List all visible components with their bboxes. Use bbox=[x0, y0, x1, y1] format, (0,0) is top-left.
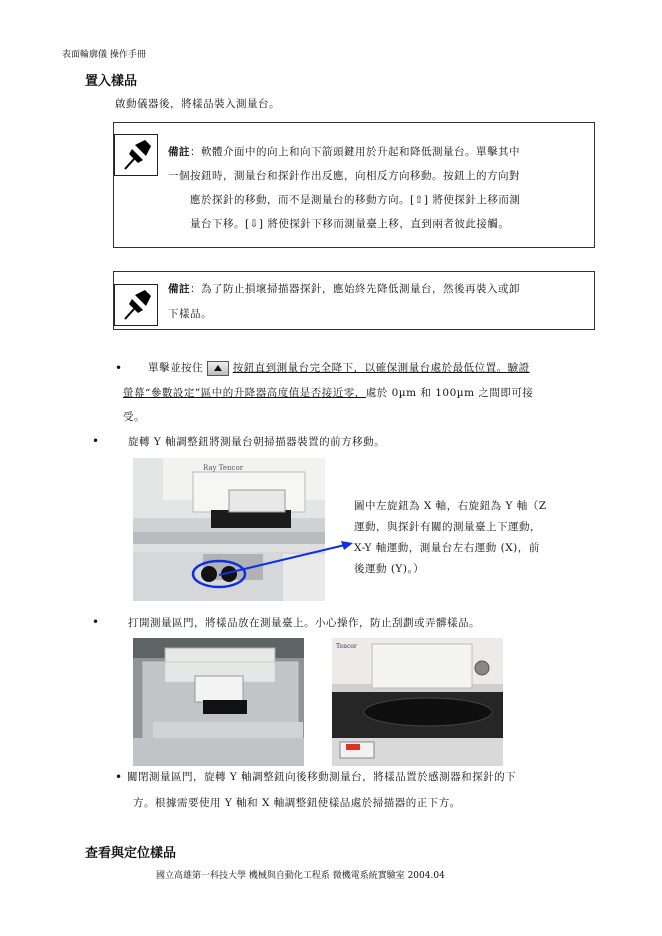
bullet-dot: • bbox=[92, 615, 100, 629]
note1-line1: 備註：軟體介面中的向上和向下箭頭鍵用於升起和降低測量台。單擊其中 bbox=[168, 146, 520, 158]
photo-open-door bbox=[133, 638, 304, 766]
bullet1-line2: 螢幕“參數設定”區中的升降器高度值是否接近零，處於 0µm 和 100µm 之間即可接 bbox=[123, 387, 534, 399]
bullet-dot: • bbox=[92, 434, 100, 448]
photo-sample-on-stage bbox=[332, 638, 503, 766]
bullet-dot: • bbox=[115, 770, 123, 784]
bullet4-line1: 關閉測量區門，旋轉 Y 軸調整鈕向後移動測量台，將樣品置於感測器和探針的下 bbox=[127, 771, 517, 783]
running-header: 表面輪廓儀 操作手冊 bbox=[62, 50, 146, 60]
caption-line1: 圖中左旋鈕為 X 軸，右旋鈕為 Y 軸（Z bbox=[354, 500, 547, 512]
page-footer: 國立高雄第一科技大學 機械與自動化工程系 微機電系統實驗室 2004.04 bbox=[156, 871, 445, 881]
note2-line1: 備註：為了防止損壞掃描器探針，應始終先降低測量台，然後再裝入或卸 bbox=[168, 283, 520, 295]
caption-line4: 後運動 (Y)。） bbox=[354, 563, 425, 575]
intro-paragraph: 啟動儀器後，將樣品裝入測量台。 bbox=[115, 98, 280, 110]
note1-line3: 應於探針的移動，而不是測量台的移動方向。[⇧] 將使探針上移而測 bbox=[190, 194, 521, 206]
note-box-lower-stage bbox=[113, 271, 595, 330]
note1-line2: 一個按鈕時，測量台和探針作出反應，向相反方向移動。按鈕上的方向對 bbox=[168, 170, 520, 182]
caption-line3: X-Y 軸運動，測量台左右運動 (X)，前 bbox=[354, 542, 540, 554]
section-title-view-locate: 查看與定位樣品 bbox=[85, 846, 177, 861]
svg-text:Tencor: Tencor bbox=[336, 643, 357, 650]
pushpin-icon bbox=[114, 134, 158, 176]
caption-line2: 運動，與探針有關的測量臺上下運動， bbox=[354, 521, 541, 533]
stage-up-arrow-icon bbox=[207, 361, 229, 376]
callout-arrow-icon bbox=[215, 535, 355, 585]
note2-label: 備註 bbox=[168, 283, 190, 295]
pushpin-icon bbox=[114, 284, 158, 326]
note1-label: 備註 bbox=[168, 146, 190, 158]
bullet-dot: • bbox=[115, 361, 123, 375]
bullet1-line3: 受。 bbox=[123, 411, 145, 423]
note1-line4: 量台下移。[⇩] 將使探針下移而測量臺上移，直到兩者彼此接觸。 bbox=[190, 218, 510, 230]
bullet2-text: 旋轉 Y 軸調整鈕將測量台朝掃描器裝置的前方移動。 bbox=[128, 436, 386, 448]
section-title-load-sample: 置入樣品 bbox=[85, 74, 138, 89]
bullet1-line1: 單擊並按住 按鈕直到測量台完全降下，以確保測量台處於最低位置。驗證 bbox=[148, 362, 530, 374]
bullet3-text: 打開測量區門，將樣品放在測量臺上。小心操作，防止刮劃或弄髒樣品。 bbox=[128, 617, 480, 629]
note2-line2: 下樣品。 bbox=[168, 308, 212, 320]
bullet4-line2: 方。根據需要使用 Y 軸和 X 軸調整鈕使樣品處於掃描器的正下方。 bbox=[133, 797, 461, 809]
svg-text:Ray Tencor: Ray Tencor bbox=[203, 464, 244, 472]
